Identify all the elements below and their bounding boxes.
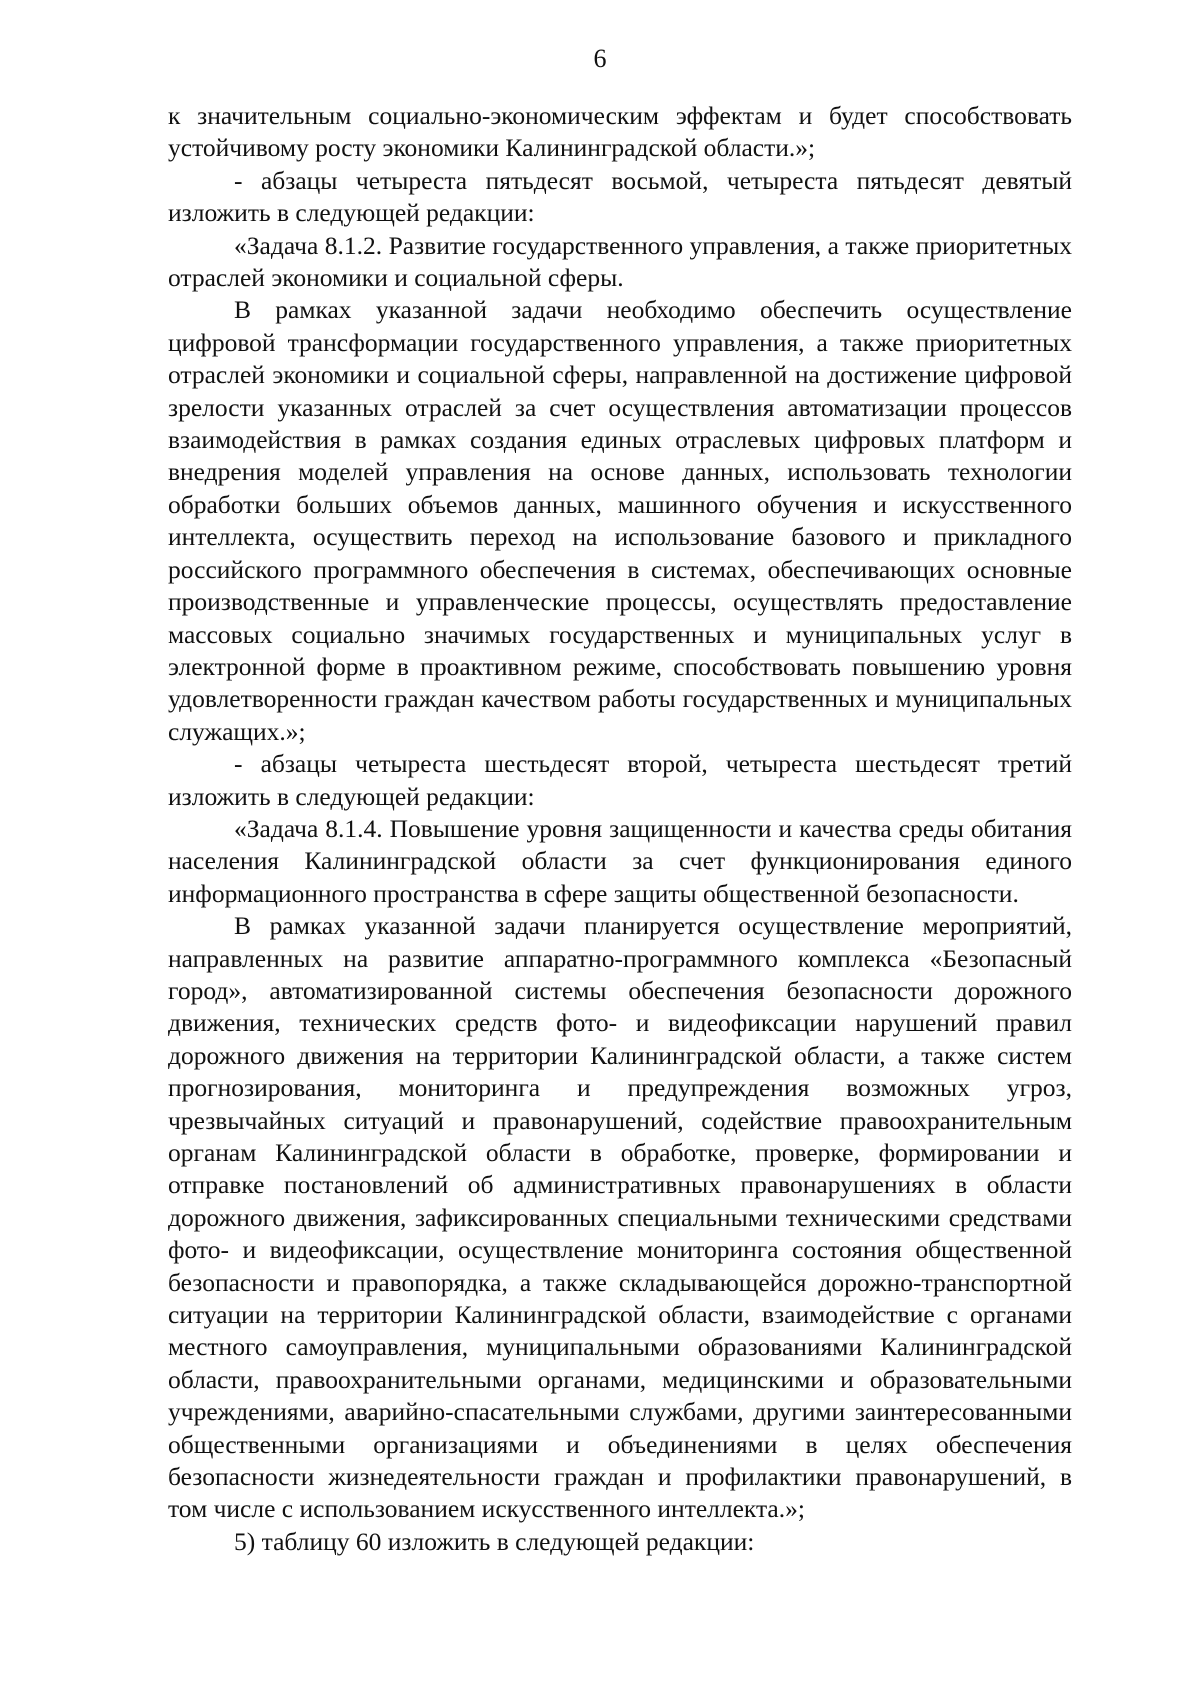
paragraph-task-8-1-4-body: В рамках указанной задачи планируется осуществление мероприятий, направленных на развитие аппаратно-программного комплекса «Безопасный город», автоматизированной системы обеспечения безопасности дорожного движения, технических средств фото- и видеофиксации нарушений правил дорожного движения на территории Калининградской области, а также систем прогнозирования, мониторинга и предупреждения возможных угроз, чрезвычайных ситуаций и правонарушений, содействие правоохранительным органам Калининградской области в обработке, проверке, формировании и отправке постановлений об административных правонарушениях в области дорожного движения, зафиксированных специальными техническими средствами фото- и видеофиксации, осуществление мониторинга состояния общественной безопасности и правопорядка, а также складывающейся дорожно-транспортной ситуации на территории Калининградской области, взаимодействие с органами местного самоуправления, муниципальными образованиями Калининградской области, правоохранительными органами, медицинскими и образовательными учреждениями, аварийно-спасательными службами, другими заинтересованными общественными организациями и объединениями в целях обеспечения безопасности жизнедеятельности граждан и профилактики правонарушений, в том числе с использованием искусственного интеллекта.»; xyxy=(168,911,1072,1524)
paragraph-amendment-462-463: - абзацы четыреста шестьдесят второй, четыреста шестьдесят третий изложить в следующей редакции: xyxy=(168,749,1072,811)
paragraph-table-60-intro: 5) таблицу 60 изложить в следующей редакции: xyxy=(234,1526,755,1556)
document-body xyxy=(168,100,1072,1558)
page-number: 6 xyxy=(593,44,607,73)
paragraph-task-8-1-2-body: В рамках указанной задачи необходимо обеспечить осуществление цифровой трансформации государственного управления, а также приоритетных отраслей экономики и социальной сферы, направленной на достижение цифровой зрелости указанных отраслей за счет осуществления автоматизации процессов взаимодействия в рамках создания единых отраслевых цифровых платформ и внедрения моделей управления на основе данных, использовать технологии обработки больших объемов данных, машинного обучения и искусственного интеллекта, осуществить переход на использование базового и прикладного российского программного обеспечения в системах, обеспечивающих основные производственные и управленческие процессы, осуществлять предоставление массовых социально значимых государственных и муниципальных услуг в электронной форме в проактивном режиме, способствовать повышению уровня удовлетворенности граждан качеством работы государственных и муниципальных служащих.»; xyxy=(168,295,1072,746)
paragraph-amendment-458-459: - абзацы четыреста пятьдесят восьмой, четыреста пятьдесят девятый изложить в следующей редакции: xyxy=(168,165,1072,228)
paragraph-continuation: к значительным социально-экономическим эффектам и будет способствовать устойчивому росту экономики Калининградской области.»; xyxy=(168,101,1072,163)
paragraph-task-8-1-2-title: «Задача 8.1.2. Развитие государственного управления, а также приоритетных отраслей экономики и социальной сферы. xyxy=(168,230,1072,293)
paragraph-task-8-1-4-title: «Задача 8.1.4. Повышение уровня защищенности и качества среды обитания населения Калининградской области за счет функционирования единого информационного пространства в сфере защиты общественной безопасности. xyxy=(168,813,1072,908)
